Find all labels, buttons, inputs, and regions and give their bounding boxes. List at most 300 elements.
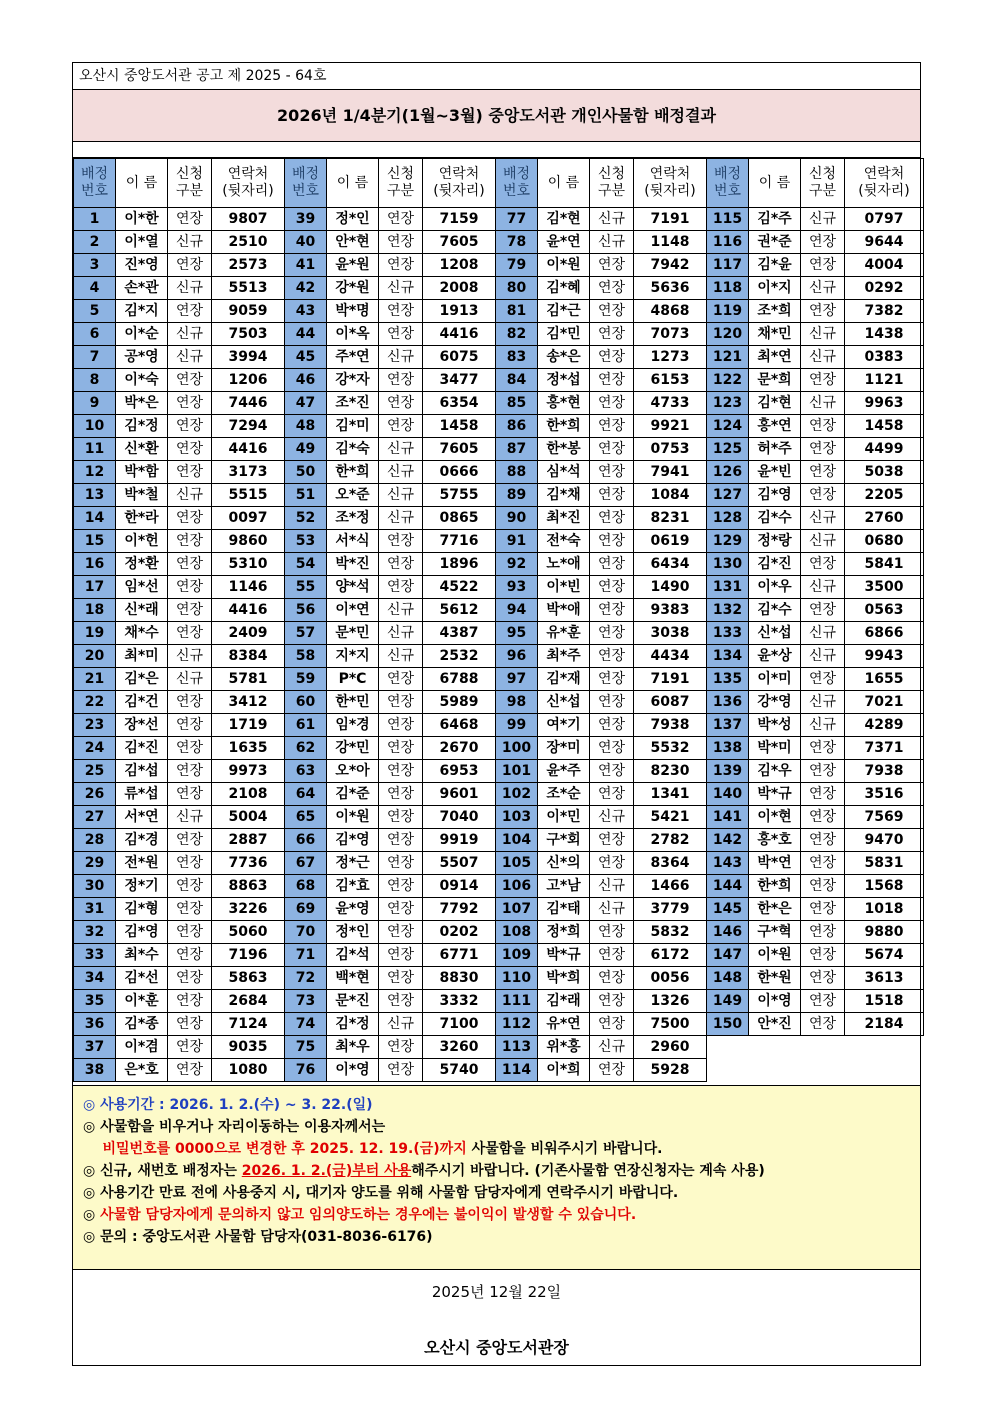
header-name: 이 름 xyxy=(327,159,379,208)
phone-cell: 0666 xyxy=(423,461,496,484)
name-cell: 김*효 xyxy=(327,875,379,898)
type-cell: 신규 xyxy=(379,461,423,484)
phone-cell: 5612 xyxy=(423,599,496,622)
name-cell: 안*현 xyxy=(327,231,379,254)
phone-cell: 8384 xyxy=(212,645,285,668)
name-cell: 이*훈 xyxy=(116,990,168,1013)
password-notice-highlight: 비밀번호를 0000으로 변경한 후 2025. 12. 19.(금)까지 xyxy=(102,1141,467,1157)
name-cell: 김*현 xyxy=(749,392,801,415)
table-row xyxy=(74,576,924,599)
locker-no-cell: 56 xyxy=(285,599,327,622)
locker-no-cell: 81 xyxy=(496,300,538,323)
header-type: 신청 구분 xyxy=(801,159,845,208)
phone-cell: 3994 xyxy=(212,346,285,369)
locker-no-cell: 31 xyxy=(74,898,116,921)
name-cell: 윤*상 xyxy=(749,645,801,668)
phone-cell: 0680 xyxy=(845,530,924,553)
locker-no-cell: 131 xyxy=(707,576,749,599)
phone-cell: 4733 xyxy=(634,392,707,415)
phone-cell: 9035 xyxy=(212,1036,285,1059)
transfer-warning-mark: ◎ xyxy=(83,1207,101,1223)
locker-no-cell: 147 xyxy=(707,944,749,967)
type-cell: 신규 xyxy=(801,346,845,369)
phone-cell: 1084 xyxy=(634,484,707,507)
phone-cell: 3477 xyxy=(423,369,496,392)
phone-cell: 7941 xyxy=(634,461,707,484)
phone-cell: 9807 xyxy=(212,208,285,231)
table-row xyxy=(74,438,924,461)
header-phone: 연락처 (뒷자리) xyxy=(845,159,924,208)
locker-no-cell: 38 xyxy=(74,1059,116,1082)
phone-cell: 9973 xyxy=(212,760,285,783)
spacer-row xyxy=(73,142,920,158)
new-assignee-notice xyxy=(83,1160,920,1182)
name-cell: 김*래 xyxy=(538,990,590,1013)
table-row xyxy=(74,1036,924,1059)
phone-cell: 7073 xyxy=(634,323,707,346)
phone-cell: 9880 xyxy=(845,921,924,944)
type-cell: 신규 xyxy=(801,323,845,346)
phone-cell: 1121 xyxy=(845,369,924,392)
locker-no-cell: 121 xyxy=(707,346,749,369)
locker-no-cell: 87 xyxy=(496,438,538,461)
locker-no-cell: 27 xyxy=(74,806,116,829)
name-cell: 한*희 xyxy=(327,461,379,484)
phone-cell: 3500 xyxy=(845,576,924,599)
name-cell: 박*희 xyxy=(538,967,590,990)
type-cell: 연장 xyxy=(801,668,845,691)
name-cell: 윤*영 xyxy=(327,898,379,921)
locker-no-cell: 130 xyxy=(707,553,749,576)
type-cell: 연장 xyxy=(168,737,212,760)
header-type: 신청 구분 xyxy=(379,159,423,208)
type-cell: 연장 xyxy=(801,737,845,760)
phone-cell: 1438 xyxy=(845,323,924,346)
name-cell: 박*함 xyxy=(116,461,168,484)
type-cell: 신규 xyxy=(801,208,845,231)
type-cell: 연장 xyxy=(379,990,423,1013)
locker-no-cell: 19 xyxy=(74,622,116,645)
locker-no-cell: 141 xyxy=(707,806,749,829)
type-cell: 연장 xyxy=(801,990,845,1013)
name-cell: 한*민 xyxy=(327,691,379,714)
name-cell: 김*채 xyxy=(538,484,590,507)
type-cell: 연장 xyxy=(168,530,212,553)
name-cell: 강*자 xyxy=(327,369,379,392)
locker-no-cell: 29 xyxy=(74,852,116,875)
locker-no-cell: 57 xyxy=(285,622,327,645)
type-cell: 연장 xyxy=(168,875,212,898)
locker-no-cell: 47 xyxy=(285,392,327,415)
phone-cell: 6468 xyxy=(423,714,496,737)
type-cell: 연장 xyxy=(168,415,212,438)
phone-cell: 7938 xyxy=(634,714,707,737)
name-cell: 송*은 xyxy=(538,346,590,369)
locker-no-cell: 72 xyxy=(285,967,327,990)
name-cell: 김*수 xyxy=(749,599,801,622)
phone-cell: 5513 xyxy=(212,277,285,300)
phone-cell: 0292 xyxy=(845,277,924,300)
phone-cell: 7191 xyxy=(634,668,707,691)
locker-no-cell: 42 xyxy=(285,277,327,300)
phone-cell: 9059 xyxy=(212,300,285,323)
name-cell: 심*석 xyxy=(538,461,590,484)
type-cell: 연장 xyxy=(168,1013,212,1036)
name-cell: 박*규 xyxy=(538,944,590,967)
name-cell: 홍*현 xyxy=(538,392,590,415)
name-cell: 이*숙 xyxy=(116,369,168,392)
name-cell: 문*민 xyxy=(327,622,379,645)
locker-no-cell: 134 xyxy=(707,645,749,668)
name-cell: 정*기 xyxy=(116,875,168,898)
name-cell: 윤*연 xyxy=(538,231,590,254)
name-cell: 이*지 xyxy=(749,277,801,300)
type-cell: 연장 xyxy=(168,691,212,714)
phone-cell: 9601 xyxy=(423,783,496,806)
type-cell: 연장 xyxy=(590,990,634,1013)
locker-no-cell: 15 xyxy=(74,530,116,553)
password-notice xyxy=(83,1138,920,1160)
phone-cell: 8231 xyxy=(634,507,707,530)
type-cell: 신규 xyxy=(168,484,212,507)
name-cell: 전*숙 xyxy=(538,530,590,553)
locker-no-cell: 108 xyxy=(496,921,538,944)
phone-cell: 1273 xyxy=(634,346,707,369)
table-row xyxy=(74,944,924,967)
name-cell: 최*연 xyxy=(749,346,801,369)
table-row xyxy=(74,599,924,622)
phone-cell: 7191 xyxy=(634,208,707,231)
phone-cell: 4499 xyxy=(845,438,924,461)
locker-no-cell: 92 xyxy=(496,553,538,576)
type-cell: 연장 xyxy=(801,783,845,806)
name-cell: 박*철 xyxy=(116,484,168,507)
phone-cell: 2008 xyxy=(423,277,496,300)
locker-no-cell: 91 xyxy=(496,530,538,553)
table-body xyxy=(74,208,924,1082)
locker-no-cell: 17 xyxy=(74,576,116,599)
type-cell: 연장 xyxy=(801,760,845,783)
name-cell: 서*연 xyxy=(116,806,168,829)
name-cell: 김*우 xyxy=(749,760,801,783)
name-cell: 임*선 xyxy=(116,576,168,599)
locker-no-cell: 41 xyxy=(285,254,327,277)
name-cell: 신*의 xyxy=(538,852,590,875)
name-cell: 신*섭 xyxy=(538,691,590,714)
type-cell: 신규 xyxy=(379,346,423,369)
locker-no-cell: 83 xyxy=(496,346,538,369)
locker-no-cell: 16 xyxy=(74,553,116,576)
table-row xyxy=(74,691,924,714)
phone-cell: 2184 xyxy=(845,1013,924,1036)
name-cell: 은*호 xyxy=(116,1059,168,1082)
type-cell: 연장 xyxy=(801,875,845,898)
type-cell: 신규 xyxy=(379,438,423,461)
locker-no-cell: 148 xyxy=(707,967,749,990)
phone-cell: 3613 xyxy=(845,967,924,990)
type-cell: 연장 xyxy=(801,806,845,829)
type-cell: 연장 xyxy=(379,1059,423,1082)
locker-no-cell: 45 xyxy=(285,346,327,369)
phone-cell: 7196 xyxy=(212,944,285,967)
type-cell: 연장 xyxy=(801,300,845,323)
locker-no-cell: 61 xyxy=(285,714,327,737)
locker-no-cell: 122 xyxy=(707,369,749,392)
header-locker-no: 배정 번호 xyxy=(74,159,116,208)
type-cell: 연장 xyxy=(590,553,634,576)
name-cell: 이*원 xyxy=(538,254,590,277)
table-row xyxy=(74,622,924,645)
type-cell: 연장 xyxy=(801,921,845,944)
name-cell: 강*영 xyxy=(749,691,801,714)
type-cell: 연장 xyxy=(590,507,634,530)
locker-no-cell: 25 xyxy=(74,760,116,783)
phone-cell: 5421 xyxy=(634,806,707,829)
type-cell: 신규 xyxy=(168,231,212,254)
locker-no-cell: 9 xyxy=(74,392,116,415)
phone-cell: 1518 xyxy=(845,990,924,1013)
type-cell: 연장 xyxy=(168,461,212,484)
locker-no-cell: 139 xyxy=(707,760,749,783)
type-cell: 연장 xyxy=(168,1036,212,1059)
type-cell: 연장 xyxy=(379,530,423,553)
phone-cell: 7100 xyxy=(423,1013,496,1036)
locker-no-cell: 18 xyxy=(74,599,116,622)
locker-no-cell: 65 xyxy=(285,806,327,829)
type-cell: 연장 xyxy=(379,369,423,392)
locker-no-cell: 36 xyxy=(74,1013,116,1036)
name-cell: 한*원 xyxy=(749,967,801,990)
locker-no-cell: 136 xyxy=(707,691,749,714)
type-cell: 연장 xyxy=(590,576,634,599)
type-cell: 연장 xyxy=(168,553,212,576)
type-cell: 연장 xyxy=(168,599,212,622)
table-row xyxy=(74,714,924,737)
locker-no-cell: 97 xyxy=(496,668,538,691)
phone-cell: 9383 xyxy=(634,599,707,622)
table-row xyxy=(74,208,924,231)
name-cell: 이*순 xyxy=(116,323,168,346)
type-cell: 연장 xyxy=(590,1013,634,1036)
type-cell: 연장 xyxy=(168,438,212,461)
locker-no-cell: 10 xyxy=(74,415,116,438)
name-cell: 노*애 xyxy=(538,553,590,576)
name-cell: 김*영 xyxy=(116,921,168,944)
name-cell: 장*선 xyxy=(116,714,168,737)
phone-cell: 2205 xyxy=(845,484,924,507)
phone-cell: 5038 xyxy=(845,461,924,484)
name-cell: 김*근 xyxy=(538,300,590,323)
table-row xyxy=(74,645,924,668)
phone-cell: 5636 xyxy=(634,277,707,300)
name-cell: 채*민 xyxy=(749,323,801,346)
type-cell: 연장 xyxy=(801,484,845,507)
type-cell: 연장 xyxy=(590,369,634,392)
name-cell: 김*민 xyxy=(538,323,590,346)
name-cell: 오*아 xyxy=(327,760,379,783)
name-cell: 이*원 xyxy=(327,806,379,829)
type-cell: 연장 xyxy=(801,415,845,438)
locker-no-cell: 84 xyxy=(496,369,538,392)
locker-no-cell: 80 xyxy=(496,277,538,300)
table-row xyxy=(74,806,924,829)
type-cell: 연장 xyxy=(168,622,212,645)
type-cell: 신규 xyxy=(590,806,634,829)
locker-no-cell: 76 xyxy=(285,1059,327,1082)
table-row xyxy=(74,369,924,392)
locker-no-cell: 135 xyxy=(707,668,749,691)
type-cell: 연장 xyxy=(590,484,634,507)
phone-cell: 0619 xyxy=(634,530,707,553)
phone-cell: 0563 xyxy=(845,599,924,622)
phone-cell: 3038 xyxy=(634,622,707,645)
phone-cell: 4416 xyxy=(423,323,496,346)
type-cell: 연장 xyxy=(590,599,634,622)
phone-cell: 7736 xyxy=(212,852,285,875)
move-notice-text: ◎ 사물함을 비우거나 자리이동하는 이용자께서는 xyxy=(83,1119,386,1135)
password-notice-tail: 사물함을 비워주시기 바랍니다. xyxy=(466,1141,663,1157)
phone-cell: 5831 xyxy=(845,852,924,875)
phone-cell: 9860 xyxy=(212,530,285,553)
name-cell: 정*랑 xyxy=(749,530,801,553)
type-cell: 신규 xyxy=(379,507,423,530)
header-locker-no: 배정 번호 xyxy=(707,159,749,208)
phone-cell: 2960 xyxy=(634,1036,707,1059)
name-cell: 서*식 xyxy=(327,530,379,553)
locker-no-cell: 132 xyxy=(707,599,749,622)
table-row xyxy=(74,461,924,484)
locker-no-cell: 59 xyxy=(285,668,327,691)
name-cell: 신*래 xyxy=(116,599,168,622)
name-cell: 이*영 xyxy=(749,990,801,1013)
type-cell: 연장 xyxy=(379,323,423,346)
type-cell: 신규 xyxy=(379,599,423,622)
phone-cell: 6075 xyxy=(423,346,496,369)
name-cell: 문*희 xyxy=(749,369,801,392)
name-cell: 김*진 xyxy=(116,737,168,760)
name-cell: 정*섭 xyxy=(538,369,590,392)
transfer-warning-text: 사물함 담당자에게 문의하지 않고 임의양도하는 경우에는 불이익이 발생할 수 있습니다. xyxy=(100,1207,637,1223)
name-cell: 김*선 xyxy=(116,967,168,990)
type-cell: 연장 xyxy=(379,921,423,944)
type-cell: 연장 xyxy=(801,852,845,875)
name-cell: 이*현 xyxy=(749,806,801,829)
type-cell: 신규 xyxy=(168,323,212,346)
phone-cell: 2532 xyxy=(423,645,496,668)
name-cell: 최*미 xyxy=(116,645,168,668)
phone-cell: 7021 xyxy=(845,691,924,714)
locker-no-cell: 46 xyxy=(285,369,327,392)
locker-no-cell: 94 xyxy=(496,599,538,622)
locker-no-cell: 67 xyxy=(285,852,327,875)
locker-no-cell: 98 xyxy=(496,691,538,714)
name-cell: 이*희 xyxy=(538,1059,590,1082)
phone-cell: 4868 xyxy=(634,300,707,323)
locker-no-cell: 109 xyxy=(496,944,538,967)
name-cell: 이*영 xyxy=(327,1059,379,1082)
phone-cell: 2887 xyxy=(212,829,285,852)
type-cell: 연장 xyxy=(168,760,212,783)
phone-cell: 0383 xyxy=(845,346,924,369)
phone-cell: 7503 xyxy=(212,323,285,346)
table-row xyxy=(74,829,924,852)
early-stop-notice: ◎ 사용기간 만료 전에 사용중지 시, 대기자 양도를 위해 사물함 담당자에게 연락주시기 바랍니다. xyxy=(83,1185,679,1201)
type-cell: 신규 xyxy=(168,645,212,668)
type-cell: 연장 xyxy=(168,990,212,1013)
locker-no-cell: 52 xyxy=(285,507,327,530)
type-cell: 연장 xyxy=(590,438,634,461)
locker-no-cell: 113 xyxy=(496,1036,538,1059)
phone-cell: 7446 xyxy=(212,392,285,415)
page-title: 2026년 1/4분기(1월~3월) 중앙도서관 개인사물함 배정결과 xyxy=(73,90,920,142)
type-cell: 연장 xyxy=(168,576,212,599)
phone-cell: 1913 xyxy=(423,300,496,323)
phone-cell: 1490 xyxy=(634,576,707,599)
table-row xyxy=(74,898,924,921)
header-type: 신청 구분 xyxy=(168,159,212,208)
locker-no-cell: 111 xyxy=(496,990,538,1013)
locker-no-cell: 128 xyxy=(707,507,749,530)
type-cell: 연장 xyxy=(379,760,423,783)
table-row xyxy=(74,921,924,944)
header-name: 이 름 xyxy=(749,159,801,208)
name-cell: 윤*빈 xyxy=(749,461,801,484)
type-cell: 연장 xyxy=(801,944,845,967)
locker-no-cell: 23 xyxy=(74,714,116,737)
locker-no-cell: 2 xyxy=(74,231,116,254)
phone-cell: 0865 xyxy=(423,507,496,530)
table-row xyxy=(74,415,924,438)
phone-cell: 8230 xyxy=(634,760,707,783)
name-cell: 김*경 xyxy=(116,829,168,852)
locker-no-cell: 103 xyxy=(496,806,538,829)
locker-no-cell: 68 xyxy=(285,875,327,898)
table-row xyxy=(74,1059,924,1082)
type-cell: 신규 xyxy=(168,346,212,369)
new-assignee-head: ◎ 신규, 새번호 배정자는 xyxy=(83,1163,242,1179)
locker-no-cell: 93 xyxy=(496,576,538,599)
locker-no-cell: 129 xyxy=(707,530,749,553)
name-cell: 정*환 xyxy=(116,553,168,576)
name-cell: 이*우 xyxy=(749,576,801,599)
locker-no-cell: 77 xyxy=(496,208,538,231)
table-row xyxy=(74,783,924,806)
locker-no-cell: 112 xyxy=(496,1013,538,1036)
name-cell: 구*혁 xyxy=(749,921,801,944)
table-row xyxy=(74,760,924,783)
type-cell: 연장 xyxy=(168,507,212,530)
empty-cell xyxy=(707,1036,924,1059)
name-cell: 정*인 xyxy=(327,208,379,231)
phone-cell: 0797 xyxy=(845,208,924,231)
locker-no-cell: 20 xyxy=(74,645,116,668)
locker-no-cell: 35 xyxy=(74,990,116,1013)
locker-no-cell: 7 xyxy=(74,346,116,369)
name-cell: 권*준 xyxy=(749,231,801,254)
name-cell: 이*옥 xyxy=(327,323,379,346)
locker-no-cell: 70 xyxy=(285,921,327,944)
name-cell: 한*라 xyxy=(116,507,168,530)
locker-no-cell: 58 xyxy=(285,645,327,668)
locker-no-cell: 137 xyxy=(707,714,749,737)
header-phone: 연락처 (뒷자리) xyxy=(212,159,285,208)
type-cell: 연장 xyxy=(168,369,212,392)
locker-no-cell: 64 xyxy=(285,783,327,806)
phone-cell: 3516 xyxy=(845,783,924,806)
type-cell: 연장 xyxy=(590,1059,634,1082)
name-cell: 진*영 xyxy=(116,254,168,277)
locker-no-cell: 28 xyxy=(74,829,116,852)
